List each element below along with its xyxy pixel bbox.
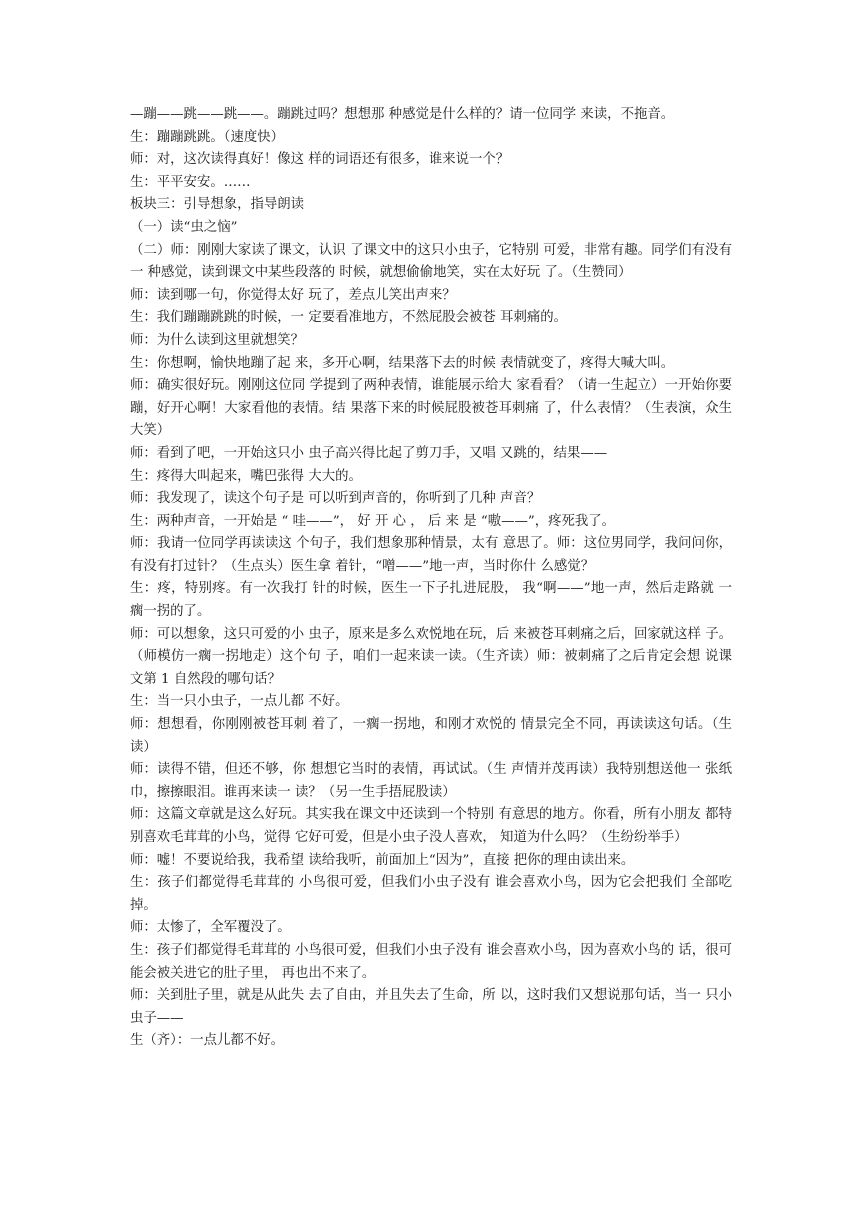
text-line: 生：疼，特别疼。有一次我打 针的时候，医生一下子扎进屁股， 我“啊——”地一声，然后走路就 一瘸一拐的了。 (130, 581, 732, 620)
text-line: 师：可以想象，这只可爱的小 虫子，原来是多么欢悦地在玩，后 来被苍耳刺痛之后，回家就这样 子。（师模仿一瘸一拐地走）这个句 子，咱们一起来读一读。（生齐读）师：被刺痛了之后肯定会想 说课文第 1 自然段的哪句话？ (130, 626, 732, 687)
text-line: 生：平平安安。…… (130, 174, 251, 190)
text-line: 师：为什么读到这里就想笑？ (130, 332, 305, 348)
text-line: 师：关到肚子里，就是从此失 去了自由，并且失去了生命，所 以，这时我们又想说那句话，当一 只小虫子—— (130, 988, 732, 1026)
text-line: 师：确实很好玩。刚刚这位同 学提到了两种表情，谁能展示给大 家看看？（请一生起立）一开始你要 蹦，好开心啊！大家看他的表情。结 果落下来的时候屁股被苍耳刺痛 了，什么表情？（生表演，众生大笑） (130, 378, 732, 439)
section-heading: 板块三：引导想象，指导朗读 (130, 197, 305, 213)
text-line: 师：这篇文章就是这么好玩。其实我在课文中还读到一个特别 有意思的地方。你看，所有小朋友 都特别喜欢毛茸茸的小鸟，觉得 它好可爱，但是小虫子没人喜欢， 知道为什么吗？（生纷纷举手） (130, 807, 732, 845)
text-line: 师：读得不错，但还不够，你 想想它当时的表情，再试试。（生 声情并茂再读）我特别想送他一 张纸巾，擦擦眼泪。谁再来读一 读？（另一生手捂屁股读） (130, 762, 732, 800)
text-line: 生：我们蹦蹦跳跳的时候，一 定要看准地方，不然屁股会被苍 耳刺痛的。 (130, 310, 568, 326)
text-line: 生：你想啊，愉快地蹦了起 来，多开心啊，结果落下去的时候 表情就变了，疼得大喊大叫。 (130, 355, 675, 371)
text-line: 生：孩子们都觉得毛茸茸的 小鸟很可爱，但我们小虫子没有 谁会喜欢小鸟，因为喜欢小鸟的 话，很可能会被关进它的肚子里， 再也出不来了。 (130, 942, 732, 981)
text-line: —蹦——跳——跳——。蹦跳过吗？想想那 种感觉是什么样的？请一位同学 来读，不拖音。 (130, 107, 675, 122)
text-line: 生：当一只小虫子，一点儿都 不好。 (130, 694, 349, 710)
text-line: 师：对，这次读得真好！像这 样的词语还有很多，谁来说一个？ (130, 152, 510, 168)
text-line: 生：孩子们都觉得毛茸茸的 小鸟很可爱，但我们小虫子没有 谁会喜欢小鸟，因为它会把我们 全部吃掉。 (130, 875, 732, 913)
text-line: 师：太惨了，全军覆没了。 (130, 920, 291, 936)
text-line: 生：蹦蹦跳跳。（速度快） (130, 129, 284, 145)
text-line: 师：看到了吧，一开始这只小 虫子高兴得比起了剪刀手，又唱 又跳的，结果—— (130, 445, 608, 461)
text-line: 生：两种声音，一开始是 “ 哇——”， 好 开 心 ， 后 来 是 “嗷——”，疼死我了。 (130, 513, 616, 529)
text-line: 师：读到哪一句，你觉得太好 玩了，差点儿笑出声来？ (130, 287, 456, 303)
text-line: 师：我发现了，读这个句子是 可以听到声音的，你听到了几种 声音？ (130, 491, 541, 507)
text-line: 师：想想看，你刚刚被苍耳刺 着了，一瘸一拐地，和刚才欢悦的 情景完全不同，再读读这句话。（生读） (130, 717, 732, 755)
subsection-heading: （一）读“虫之恼” (130, 219, 238, 235)
text-line: 师：我请一位同学再读读这 个句子，我们想象那种情景，太有 意思了。师：这位男同学，我问问你， 有没有打过针？（生点头）医生拿 着针，“噌——”地一声，当时你什 么感觉？ (130, 536, 732, 574)
text-line: （二）师：刚刚大家读了课文，认识 了课文中的这只小虫子，它特别 可爱，非常有趣。同学们有没有一 种感觉，读到课文中某些段落的 时候，就想偷偷地笑，实在太好玩 了。（生赞同） (130, 242, 732, 281)
text-line: 师：嘘！不要说给我，我希望 读给我听，前面加上“因为”，直接 把你的理由读出来。 (130, 852, 635, 868)
text-line: 生：疼得大叫起来，嘴巴张得 大大的。 (130, 468, 362, 484)
text-line: 生（齐）：一点儿都不好。 (130, 1033, 284, 1049)
document-body (130, 104, 732, 1053)
